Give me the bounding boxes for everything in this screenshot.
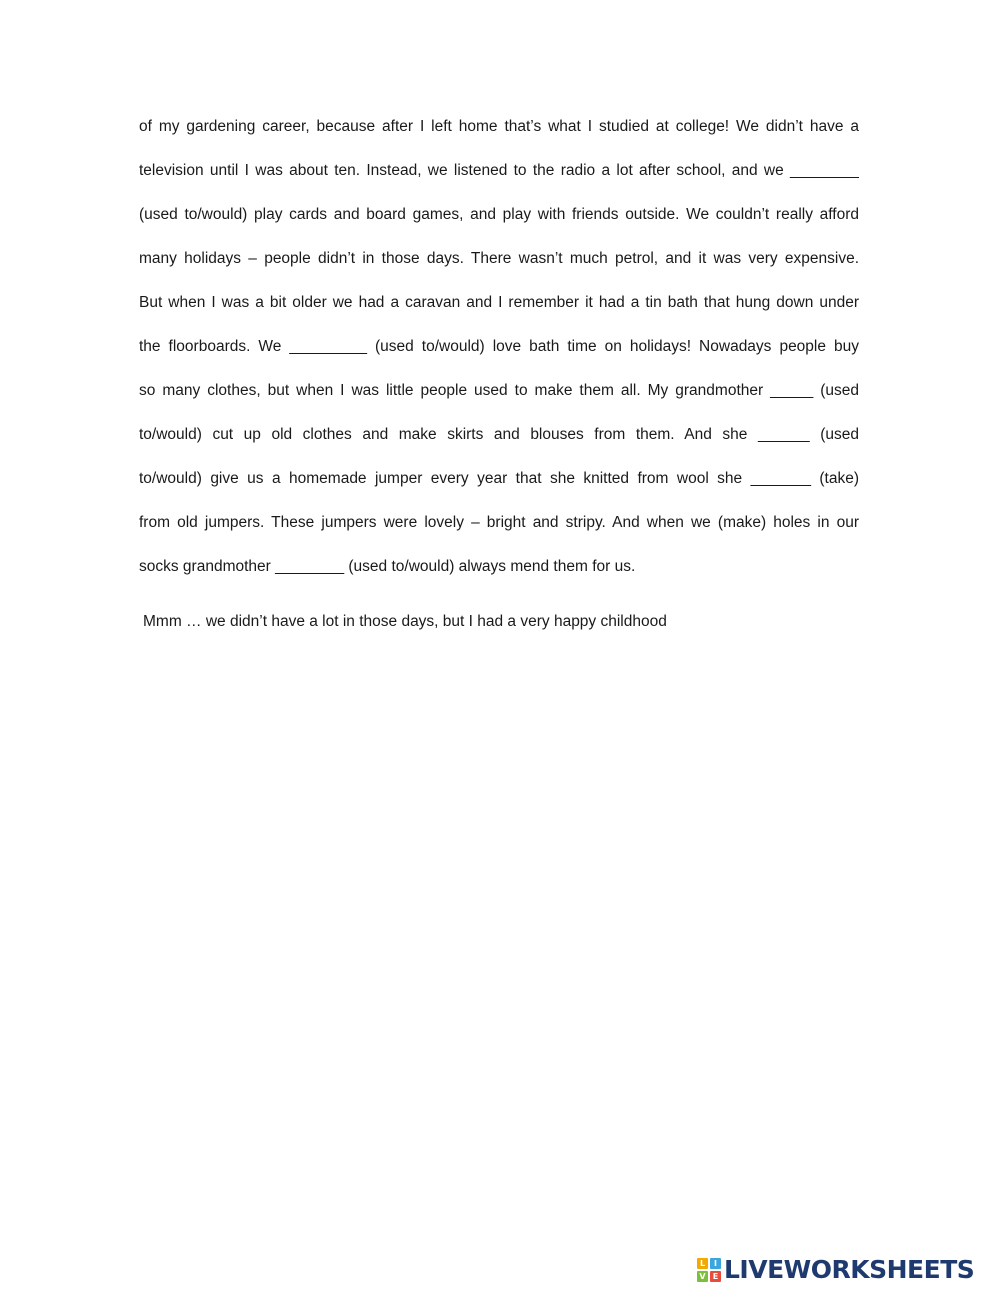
logo-block-l: L [697,1258,708,1269]
logo-block-e: E [710,1271,721,1282]
logo-block-i: I [710,1258,721,1269]
paragraph-line-11: socks grandmother ________ (used to/would) always mend them for us. [139,558,636,575]
logo-wordmark: LIVEWORKSHEETS [724,1255,975,1284]
paragraph-line-3: (used to/would) play cards and board games, and play with friends outside. We couldn’t really afford [139,206,859,223]
paragraph-line-10: from old jumpers. These jumpers were lovely – bright and stripy. And when we (make) holes in our [139,514,859,531]
paragraph-line-1: of my gardening career, because after I left home that’s what I studied at college! We didn’t have a [139,118,859,135]
closing-line: Mmm … we didn’t have a lot in those days, but I had a very happy childhood [143,613,667,630]
paragraph-line-8: to/would) cut up old clothes and make skirts and blouses from them. And she ______ (used [139,426,859,443]
paragraph-line-7: so many clothes, but when I was little people used to make them all. My grandmother _____ (used [139,382,859,399]
paragraph-line-2: television until I was about ten. Instead, we listened to the radio a lot after school, and we ________ [139,162,859,179]
paragraph-line-5: But when I was a bit older we had a caravan and I remember it had a tin bath that hung down under [139,294,859,311]
liveworksheets-logo [697,1254,974,1286]
paragraph-line-4: many holidays – people didn’t in those days. There wasn’t much petrol, and it was very expensive. [139,250,859,267]
paragraph-line-9: to/would) give us a homemade jumper every year that she knitted from wool she _______ (take) [139,470,859,487]
story-paragraph [139,110,859,594]
paragraph-line-6: the floorboards. We _________ (used to/would) love bath time on holidays! Nowadays people buy [139,338,859,355]
logo-letter-blocks [697,1258,721,1282]
logo-block-v: V [697,1271,708,1282]
